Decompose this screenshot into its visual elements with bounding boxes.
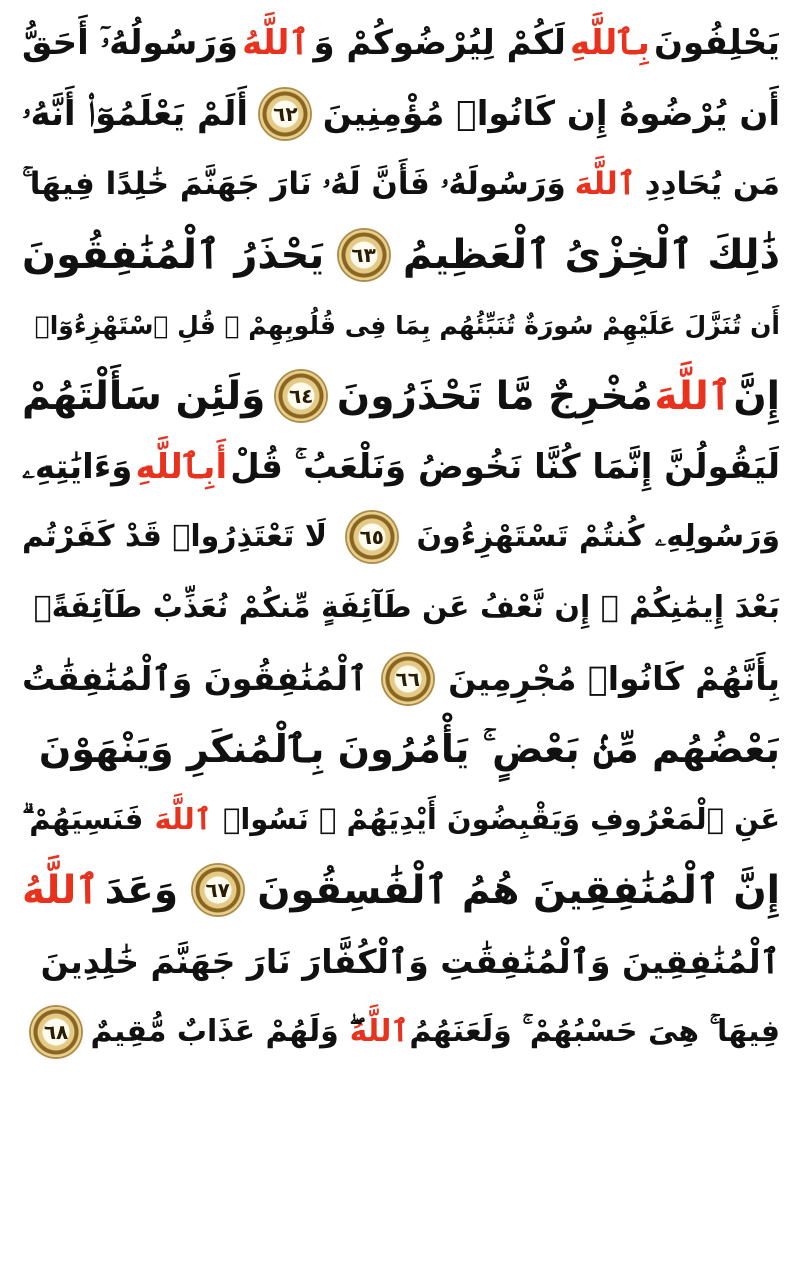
ayah-number-marker: ٦٦: [382, 653, 434, 705]
text-line: [22, 220, 780, 291]
divine-name-word: ٱللَّهَ: [654, 373, 732, 419]
verse-text: أَن تُنَزَّلَ عَلَيْهِمْ سُورَةٌ تُنَبِّئُهُم بِمَا فِى قُلُوبِهِمْ ۚ قُلِ ٱسْتَهْزِءُوٓا۟: [34, 311, 780, 341]
verse-text: يَحْلِفُونَ: [654, 23, 780, 64]
verse-text: أَلَمْ يَعْلَمُوٓا۟ أَنَّهُۥ: [22, 93, 249, 134]
divine-name-word: ٱللَّهُ: [22, 867, 100, 913]
verse-text: عَنِ ٱلْمَعْرُوفِ وَيَقْبِضُونَ أَيْدِيَهُمْ ۚ نَسُوا۟: [222, 802, 780, 837]
verse-text: لَيَقُولُنَّ إِنَّمَا كُنَّا نَخُوضُ وَنَلْعَبُ ۚ قُلْ: [230, 446, 780, 487]
text-line: [22, 502, 780, 573]
verse-text: يَحْذَرُ ٱلْمُنَٰفِقُونَ: [22, 232, 325, 279]
verse-text: ذَٰلِكَ ٱلْخِزْىُ ٱلْعَظِيمُ: [402, 232, 780, 279]
divine-name-word: أَبِٱللَّهِ: [135, 446, 228, 487]
text-line: [22, 573, 780, 644]
verse-text: وَءَايَٰتِهِۦ: [22, 446, 133, 487]
verse-text: ۖ وَلَهُمْ عَذَابٌ مُّقِيمٌ: [90, 1013, 350, 1049]
divine-name-word: بِٱللَّهِ: [569, 23, 650, 64]
verse-text: إِنَّ: [733, 373, 780, 419]
verse-text: بِأَنَّهُمْ كَانُوا۟ مُجْرِمِينَ: [448, 659, 780, 699]
text-line: [22, 361, 780, 432]
text-line: [22, 290, 780, 361]
verse-text: وَعَدَ: [104, 867, 179, 913]
text-line: [22, 149, 780, 220]
verse-text: وَرَسُولَهُۥ فَأَنَّ لَهُۥ نَارَ جَهَنَّمَ خَٰلِدًا فِيهَا ۚ: [22, 165, 566, 202]
divine-name-word: ٱللَّهَ: [154, 802, 212, 837]
text-line: [22, 643, 780, 714]
verse-text: بَعْضُهُم مِّنۢ بَعْضٍ ۚ يَأْمُرُونَ بِٱلْمُنكَرِ وَيَنْهَوْنَ: [38, 727, 780, 772]
verse-text: وَرَسُولُهُۥٓ أَحَقُّ: [22, 23, 239, 64]
divine-name-word: ٱللَّهَ: [574, 165, 636, 202]
verse-text: فَنَسِيَهُمْ ۗ: [22, 802, 144, 837]
verse-text: أَن يُرْضُوهُ إِن كَانُوا۟ مُؤْمِنِينَ: [322, 93, 780, 134]
ayah-number-marker: ٦٥: [346, 511, 398, 563]
text-line: [22, 785, 780, 856]
ayah-number-marker: ٦٣: [338, 229, 390, 281]
verse-text: لَكُمْ لِيُرْضُوكُمْ وَ: [313, 23, 566, 64]
text-line: [22, 8, 780, 79]
text-line: [22, 855, 780, 926]
verse-text: ٱلْمُنَٰفِقِينَ وَٱلْمُنَٰفِقَٰتِ وَٱلْكُفَّارَ نَارَ جَهَنَّمَ خَٰلِدِينَ: [40, 941, 780, 981]
verse-text: إِنَّ ٱلْمُنَٰفِقِينَ هُمُ ٱلْفَٰسِقُونَ: [257, 867, 780, 913]
verse-text: فِيهَا ۚ هِىَ حَسْبُهُمْ ۚ وَلَعَنَهُمُ: [409, 1013, 780, 1049]
verse-text: مَن يُحَادِدِ: [644, 165, 780, 202]
ayah-number-marker: ٦٢: [259, 88, 311, 140]
ayah-number-marker: ٦٤: [275, 370, 327, 422]
text-line: [22, 714, 780, 785]
divine-name-word: ٱللَّهُ: [349, 1013, 409, 1049]
text-line: [22, 996, 780, 1067]
verse-text: مُخْرِجٌ مَّا تَحْذَرُونَ: [336, 373, 653, 419]
text-line: [22, 79, 780, 150]
text-line: [22, 432, 780, 503]
divine-name-word: ٱللَّهُ: [242, 23, 310, 64]
text-line: [22, 926, 780, 997]
verse-text: لَا تَعْتَذِرُوا۟ قَدْ كَفَرْتُم: [22, 519, 328, 555]
ayah-number-marker: ٦٨: [30, 1006, 82, 1058]
ayah-number-marker: ٦٧: [192, 864, 244, 916]
verse-text: وَرَسُولِهِۦ كُنتُمْ تَسْتَهْزِءُونَ: [416, 519, 780, 555]
verse-text: وَلَئِن سَأَلْتَهُمْ: [22, 373, 266, 419]
verse-text: ٱلْمُنَٰفِقُونَ وَٱلْمُنَٰفِقَٰتُ: [22, 659, 368, 699]
verse-text: بَعْدَ إِيمَٰنِكُمْ ۚ إِن نَّعْفُ عَن طَآئِفَةٍ مِّنكُمْ نُعَذِّبْ طَآئِفَةًۢ: [33, 590, 780, 626]
